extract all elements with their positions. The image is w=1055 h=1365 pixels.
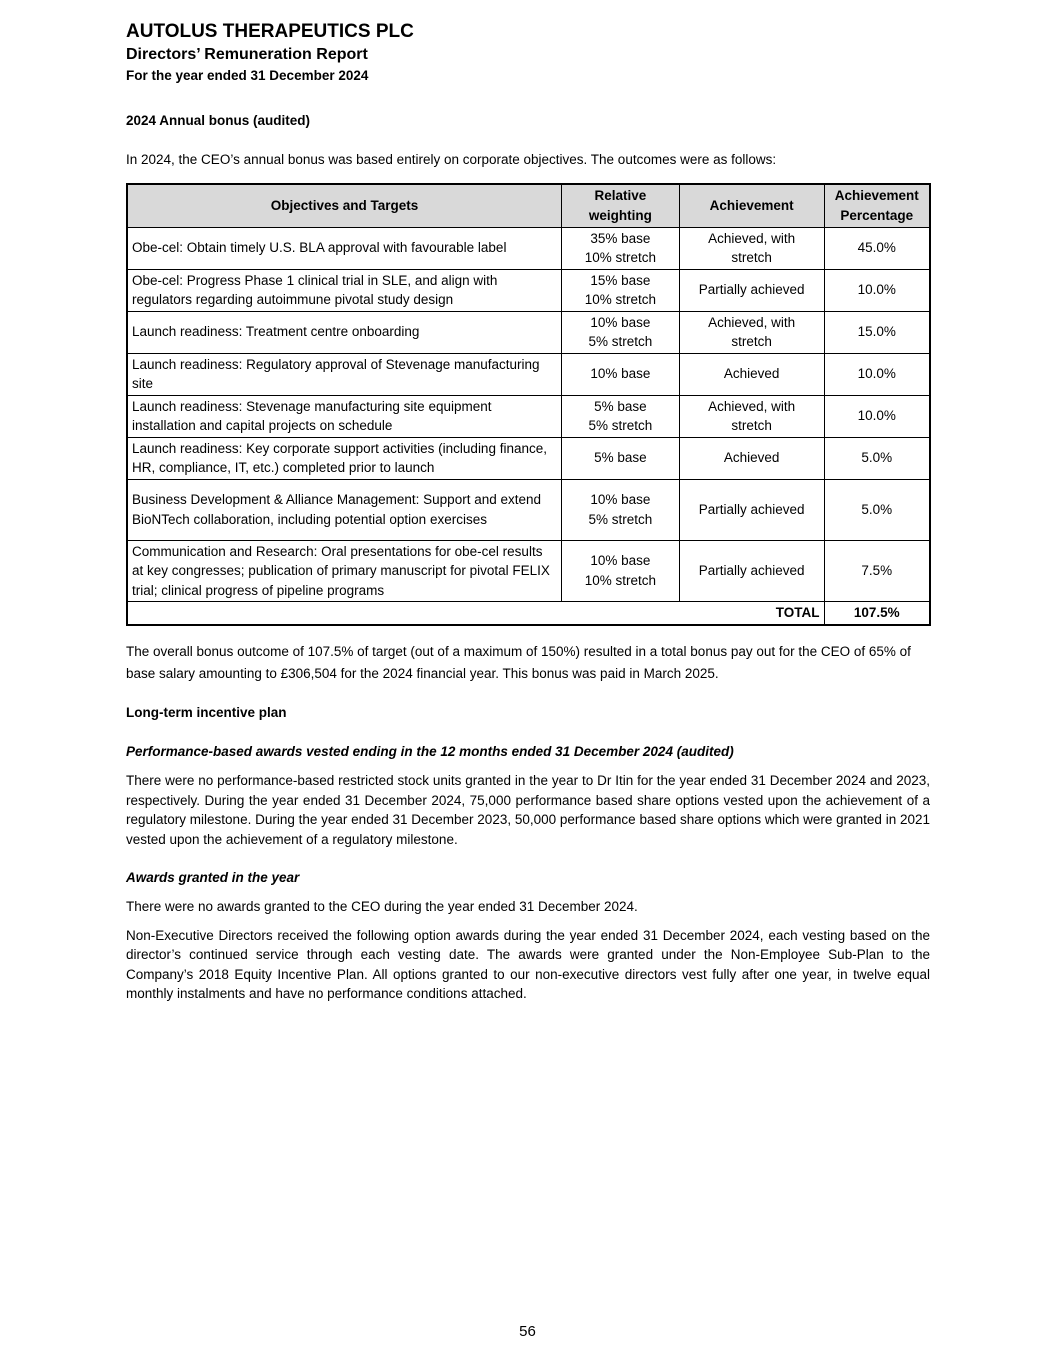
weighting-base: 10% base	[590, 314, 651, 330]
weighting-cell	[561, 311, 679, 353]
table-row	[127, 353, 930, 395]
achievement-cell: Partially achieved	[679, 479, 824, 540]
company-name: AUTOLUS THERAPEUTICS PLC	[126, 21, 414, 42]
percentage-cell: 7.5%	[824, 540, 930, 602]
achievement-cell: Achieved	[679, 437, 824, 479]
weighting-cell	[561, 395, 679, 437]
weighting-cell	[561, 479, 679, 540]
weighting-cell	[561, 269, 679, 311]
table-row	[127, 395, 930, 437]
achievement-cell: Achieved	[679, 353, 824, 395]
percentage-cell: 45.0%	[824, 227, 930, 269]
achievement-line2: stretch	[731, 418, 772, 433]
objective-cell: Launch readiness: Stevenage manufacturing site equipment installation and capital projects on schedule	[127, 395, 561, 437]
table-row	[127, 479, 930, 540]
weighting-stretch: 5% stretch	[588, 418, 653, 433]
perf-awards-heading: Performance-based awards vested ending in the 12 months ended 31 December 2024 (audited)	[126, 744, 734, 759]
table-row	[127, 437, 930, 479]
weighting-base: 15% base	[590, 272, 651, 288]
achievement-line2: stretch	[731, 250, 772, 265]
percentage-cell: 5.0%	[824, 479, 930, 540]
bonus-table-header	[127, 184, 930, 228]
objective-cell: Obe-cel: Progress Phase 1 clinical trial in SLE, and align with regulators regarding autoimmune pivotal study design	[127, 269, 561, 311]
header-achievement-pct: Achievement Percentage	[824, 184, 930, 228]
bonus-heading: 2024 Annual bonus (audited)	[126, 113, 311, 128]
objective-cell: Business Development & Alliance Management: Support and extend BioNTech collaboration, including potential option exercises	[127, 479, 561, 540]
objective-cell: Communication and Research: Oral presentations for obe-cel results at key congresses; publication of primary manuscript for pivotal FELIX trial; clinical progress of pipeline programs	[127, 540, 561, 602]
weighting-stretch: 5% stretch	[588, 334, 653, 349]
weighting-stretch: 10% stretch	[584, 292, 657, 307]
ltip-heading: Long-term incentive plan	[126, 705, 287, 720]
percentage-cell: 10.0%	[824, 269, 930, 311]
percentage-cell: 5.0%	[824, 437, 930, 479]
total-label: TOTAL	[127, 602, 824, 626]
page-number: 56	[519, 1323, 536, 1340]
weighting-base: 10% base	[590, 492, 651, 507]
achievement-line1: Achieved, with	[708, 398, 796, 414]
achievement-cell	[679, 311, 824, 353]
header-achievement: Achievement	[679, 184, 824, 228]
bonus-outcome: The overall bonus outcome of 107.5% of target (out of a maximum of 150%) resulted in a total bonus pay out for the CEO of 65% of base salary amounting to £306,504 for the 2024 financial year. This bonus was paid in March 2025.	[126, 644, 911, 681]
achievement-cell: Partially achieved	[679, 269, 824, 311]
percentage-cell: 15.0%	[824, 311, 930, 353]
weighting-stretch: 10% stretch	[584, 250, 657, 265]
weighting-stretch: 5% stretch	[588, 511, 653, 527]
achievement-line1: Achieved, with	[708, 230, 796, 246]
awards-granted-text-2: Non-Executive Directors received the following option awards during the year ended 31 December 2024, each vesting based on the director’s continued service through each vesting date. The awards were granted under the Non-Employee Sub-Plan to the Company’s 2018 Equity Incentive Plan. All options granted to our non-executive directors vest fully after one year, in twelve equal monthly instalments and have no performance conditions attached.	[126, 927, 930, 1001]
report-title: Directors’ Remuneration Report	[126, 46, 368, 63]
bonus-intro: In 2024, the CEO’s annual bonus was based entirely on corporate objectives. The outcomes were as follows:	[126, 152, 777, 167]
objective-cell: Launch readiness: Treatment centre onboarding	[127, 311, 561, 353]
objective-cell: Obe-cel: Obtain timely U.S. BLA approval with favourable label	[127, 227, 561, 269]
weighting-base: 10% base	[590, 553, 651, 569]
weighting-cell: 10% base	[561, 353, 679, 395]
achievement-line2: stretch	[731, 334, 772, 349]
weighting-base: 5% base	[594, 398, 647, 414]
objective-cell: Launch readiness: Regulatory approval of Stevenage manufacturing site	[127, 353, 561, 395]
table-row	[127, 311, 930, 353]
percentage-cell: 10.0%	[824, 353, 930, 395]
bonus-table	[126, 183, 931, 627]
header-objectives: Objectives and Targets	[127, 184, 561, 228]
document-page	[126, 20, 930, 1004]
weighting-cell	[561, 540, 679, 602]
total-row	[127, 602, 930, 626]
awards-granted-text-1: There were no awards granted to the CEO during the year ended 31 December 2024.	[126, 899, 638, 914]
objective-cell: Launch readiness: Key corporate support activities (including finance, HR, compliance, IT, etc.) completed prior to launch	[127, 437, 561, 479]
report-period: For the year ended 31 December 2024	[126, 68, 369, 83]
weighting-cell	[561, 227, 679, 269]
table-row	[127, 227, 930, 269]
achievement-line1: Achieved, with	[708, 314, 796, 330]
weighting-base: 35% base	[590, 230, 651, 246]
achievement-cell	[679, 227, 824, 269]
awards-granted-heading: Awards granted in the year	[126, 870, 300, 885]
weighting-cell: 5% base	[561, 437, 679, 479]
percentage-cell: 10.0%	[824, 395, 930, 437]
perf-awards-text: There were no performance-based restricted stock units granted in the year to Dr Itin for the year ended 31 December 2024 and 2023, respectively. During the year ended 31 December 2024, 75,000 performance based share options vested upon the achievement of a regulatory milestone. During the year ended 31 December 2023, 50,000 performance based share options which were granted in 2021 vested upon the achievement of a regulatory milestone.	[126, 773, 930, 847]
header-weighting: Relative weighting	[561, 184, 679, 228]
achievement-cell: Partially achieved	[679, 540, 824, 602]
table-row	[127, 269, 930, 311]
table-row	[127, 540, 930, 602]
achievement-cell	[679, 395, 824, 437]
weighting-stretch: 10% stretch	[584, 572, 657, 588]
total-value: 107.5%	[824, 602, 930, 626]
